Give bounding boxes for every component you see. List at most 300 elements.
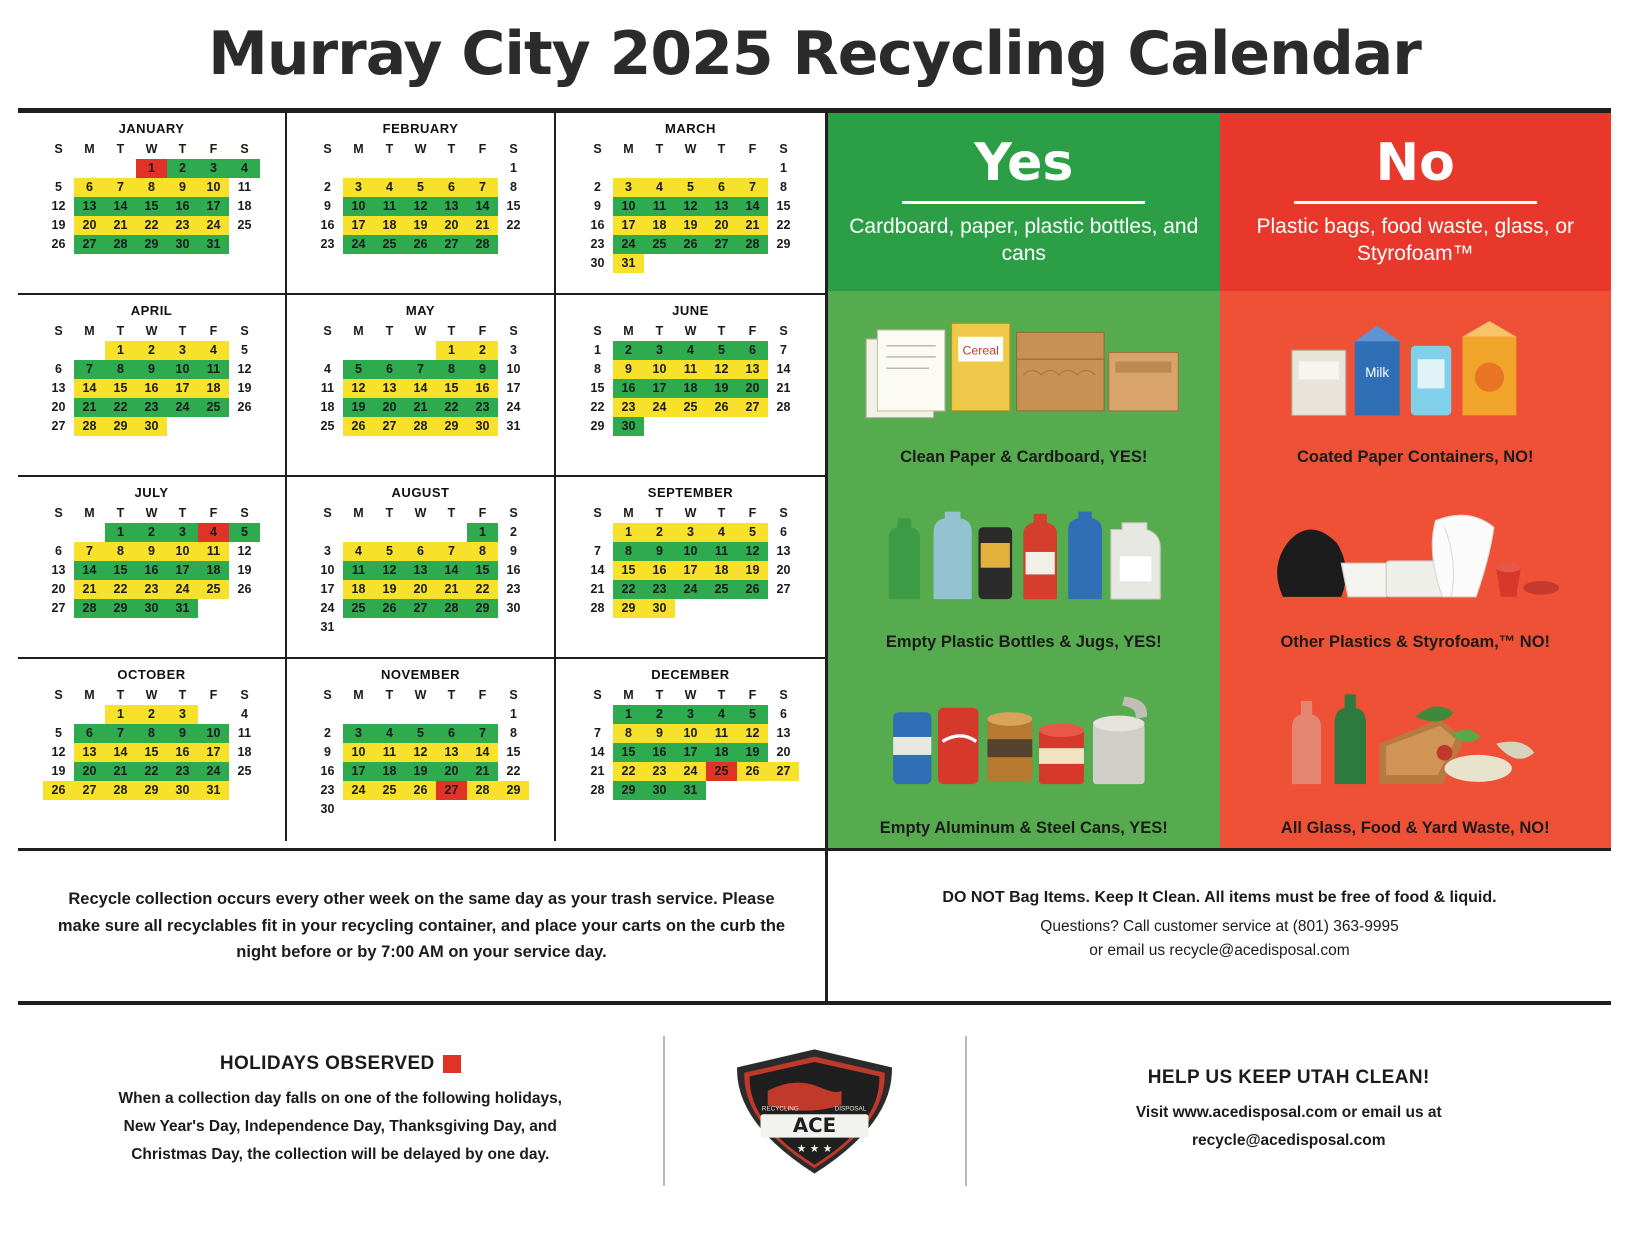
day-cell[interactable]: 15: [506, 745, 521, 759]
day-cell[interactable]: 27: [436, 781, 467, 800]
day-cell[interactable]: 22: [776, 218, 791, 232]
day-cell[interactable]: 21: [436, 580, 467, 599]
day-cell[interactable]: 2: [324, 180, 331, 194]
day-cell[interactable]: 2: [467, 341, 498, 360]
day-cell[interactable]: 14: [590, 563, 605, 577]
day-cell[interactable]: 10: [198, 724, 229, 743]
day-cell[interactable]: 22: [136, 762, 167, 781]
day-cell[interactable]: 21: [105, 762, 136, 781]
day-cell[interactable]: 13: [436, 197, 467, 216]
day-cell[interactable]: 22: [105, 580, 136, 599]
day-cell[interactable]: 27: [737, 398, 768, 417]
day-cell[interactable]: 29: [498, 781, 529, 800]
day-cell[interactable]: 23: [644, 580, 675, 599]
day-cell[interactable]: 7: [105, 178, 136, 197]
day-cell[interactable]: 14: [405, 379, 436, 398]
day-cell[interactable]: 25: [237, 764, 252, 778]
day-cell[interactable]: 19: [737, 743, 768, 762]
day-cell[interactable]: 9: [324, 199, 331, 213]
day-cell[interactable]: 18: [644, 216, 675, 235]
day-cell[interactable]: 7: [74, 360, 105, 379]
day-cell[interactable]: 28: [467, 235, 498, 254]
day-cell[interactable]: 18: [198, 379, 229, 398]
day-cell[interactable]: 23: [613, 398, 644, 417]
day-cell[interactable]: 8: [467, 542, 498, 561]
day-cell[interactable]: 15: [613, 743, 644, 762]
day-cell[interactable]: 8: [510, 180, 517, 194]
day-cell[interactable]: 31: [198, 235, 229, 254]
day-cell[interactable]: 18: [706, 743, 737, 762]
day-cell[interactable]: 14: [467, 197, 498, 216]
day-cell[interactable]: 16: [320, 764, 335, 778]
day-cell[interactable]: 3: [675, 523, 706, 542]
day-cell[interactable]: 17: [343, 762, 374, 781]
day-cell[interactable]: 13: [51, 381, 66, 395]
day-cell[interactable]: 30: [167, 781, 198, 800]
day-cell[interactable]: 24: [675, 580, 706, 599]
day-cell[interactable]: 17: [343, 216, 374, 235]
day-cell[interactable]: 10: [343, 743, 374, 762]
day-cell[interactable]: 22: [613, 762, 644, 781]
day-cell[interactable]: 28: [737, 235, 768, 254]
day-cell[interactable]: 29: [613, 781, 644, 800]
day-cell[interactable]: 12: [51, 199, 66, 213]
day-cell[interactable]: 30: [467, 417, 498, 436]
day-cell[interactable]: 5: [737, 523, 768, 542]
day-cell[interactable]: 28: [405, 417, 436, 436]
day-cell[interactable]: 6: [374, 360, 405, 379]
day-cell[interactable]: 5: [405, 724, 436, 743]
day-cell[interactable]: 16: [613, 379, 644, 398]
day-cell[interactable]: 1: [436, 341, 467, 360]
day-cell[interactable]: 15: [136, 743, 167, 762]
day-cell[interactable]: 8: [105, 360, 136, 379]
day-cell[interactable]: 8: [613, 724, 644, 743]
day-cell[interactable]: 30: [136, 599, 167, 618]
day-cell[interactable]: 12: [374, 561, 405, 580]
day-cell[interactable]: 20: [74, 216, 105, 235]
day-cell[interactable]: 13: [776, 544, 791, 558]
day-cell[interactable]: 18: [374, 762, 405, 781]
day-cell[interactable]: 6: [436, 178, 467, 197]
day-cell[interactable]: 29: [105, 599, 136, 618]
day-cell[interactable]: 8: [436, 360, 467, 379]
day-cell[interactable]: 24: [167, 580, 198, 599]
day-cell[interactable]: 28: [105, 235, 136, 254]
day-cell[interactable]: 1: [613, 705, 644, 724]
day-cell[interactable]: 22: [436, 398, 467, 417]
day-cell[interactable]: 26: [374, 599, 405, 618]
day-cell[interactable]: 13: [737, 360, 768, 379]
day-cell[interactable]: 24: [343, 781, 374, 800]
day-cell[interactable]: 19: [405, 216, 436, 235]
day-cell[interactable]: 26: [405, 235, 436, 254]
day-cell[interactable]: 27: [405, 599, 436, 618]
day-cell[interactable]: 8: [780, 180, 787, 194]
day-cell[interactable]: 22: [467, 580, 498, 599]
day-cell[interactable]: 2: [613, 341, 644, 360]
day-cell[interactable]: 20: [737, 379, 768, 398]
day-cell[interactable]: 17: [506, 381, 521, 395]
day-cell[interactable]: 1: [613, 523, 644, 542]
day-cell[interactable]: 20: [436, 762, 467, 781]
day-cell[interactable]: 11: [237, 180, 252, 194]
day-cell[interactable]: 6: [55, 544, 62, 558]
day-cell[interactable]: 26: [405, 781, 436, 800]
day-cell[interactable]: 7: [74, 542, 105, 561]
day-cell[interactable]: 14: [74, 561, 105, 580]
day-cell[interactable]: 24: [320, 601, 335, 615]
day-cell[interactable]: 8: [613, 542, 644, 561]
day-cell[interactable]: 11: [374, 743, 405, 762]
day-cell[interactable]: 15: [105, 561, 136, 580]
day-cell[interactable]: 30: [590, 256, 605, 270]
day-cell[interactable]: 1: [105, 523, 136, 542]
day-cell[interactable]: 25: [644, 235, 675, 254]
day-cell[interactable]: 2: [644, 523, 675, 542]
day-cell[interactable]: 8: [594, 362, 601, 376]
day-cell[interactable]: 16: [136, 561, 167, 580]
day-cell[interactable]: 15: [105, 379, 136, 398]
day-cell[interactable]: 19: [706, 379, 737, 398]
day-cell[interactable]: 7: [467, 724, 498, 743]
day-cell[interactable]: 3: [343, 724, 374, 743]
day-cell[interactable]: 11: [237, 726, 252, 740]
day-cell[interactable]: 16: [590, 218, 605, 232]
day-cell[interactable]: 24: [343, 235, 374, 254]
day-cell[interactable]: 24: [675, 762, 706, 781]
day-cell[interactable]: 7: [105, 724, 136, 743]
day-cell[interactable]: 19: [237, 563, 252, 577]
day-cell[interactable]: 22: [105, 398, 136, 417]
day-cell[interactable]: 29: [136, 235, 167, 254]
day-cell[interactable]: 27: [74, 235, 105, 254]
day-cell[interactable]: 28: [105, 781, 136, 800]
day-cell[interactable]: 21: [590, 764, 605, 778]
day-cell[interactable]: 29: [436, 417, 467, 436]
day-cell[interactable]: 22: [613, 580, 644, 599]
day-cell[interactable]: 17: [675, 561, 706, 580]
day-cell[interactable]: 1: [510, 707, 517, 721]
day-cell[interactable]: 13: [51, 563, 66, 577]
day-cell[interactable]: 17: [320, 582, 335, 596]
day-cell[interactable]: 16: [506, 563, 521, 577]
day-cell[interactable]: 4: [324, 362, 331, 376]
day-cell[interactable]: 21: [467, 762, 498, 781]
day-cell[interactable]: 11: [198, 360, 229, 379]
day-cell[interactable]: 9: [644, 542, 675, 561]
day-cell[interactable]: 3: [343, 178, 374, 197]
day-cell[interactable]: 25: [374, 235, 405, 254]
day-cell[interactable]: 23: [506, 582, 521, 596]
day-cell[interactable]: 17: [675, 743, 706, 762]
day-cell[interactable]: 10: [167, 360, 198, 379]
day-cell[interactable]: 5: [241, 343, 248, 357]
day-cell[interactable]: 2: [594, 180, 601, 194]
day-cell[interactable]: 2: [136, 705, 167, 724]
day-cell[interactable]: 3: [167, 523, 198, 542]
day-cell[interactable]: 5: [374, 542, 405, 561]
day-cell[interactable]: 13: [706, 197, 737, 216]
day-cell[interactable]: 12: [343, 379, 374, 398]
day-cell[interactable]: 19: [51, 218, 66, 232]
day-cell[interactable]: 27: [436, 235, 467, 254]
day-cell[interactable]: 25: [343, 599, 374, 618]
day-cell[interactable]: 5: [343, 360, 374, 379]
day-cell[interactable]: 25: [706, 580, 737, 599]
day-cell[interactable]: 7: [737, 178, 768, 197]
day-cell[interactable]: 19: [675, 216, 706, 235]
day-cell[interactable]: 3: [198, 159, 229, 178]
day-cell[interactable]: 15: [506, 199, 521, 213]
day-cell[interactable]: 21: [776, 381, 791, 395]
day-cell[interactable]: 1: [780, 161, 787, 175]
day-cell[interactable]: 2: [136, 341, 167, 360]
day-cell[interactable]: 20: [51, 582, 66, 596]
day-cell[interactable]: 28: [436, 599, 467, 618]
day-cell[interactable]: 1: [594, 343, 601, 357]
day-cell[interactable]: 11: [706, 724, 737, 743]
day-cell[interactable]: 21: [105, 216, 136, 235]
day-cell[interactable]: 4: [644, 178, 675, 197]
day-cell[interactable]: 10: [675, 724, 706, 743]
day-cell[interactable]: 6: [55, 362, 62, 376]
day-cell[interactable]: 31: [506, 419, 521, 433]
day-cell[interactable]: 9: [594, 199, 601, 213]
day-cell[interactable]: 16: [167, 743, 198, 762]
day-cell[interactable]: 7: [405, 360, 436, 379]
day-cell[interactable]: 12: [405, 743, 436, 762]
day-cell[interactable]: 31: [167, 599, 198, 618]
day-cell[interactable]: 16: [320, 218, 335, 232]
day-cell[interactable]: 31: [675, 781, 706, 800]
day-cell[interactable]: 18: [343, 580, 374, 599]
day-cell[interactable]: 11: [374, 197, 405, 216]
day-cell[interactable]: 28: [74, 599, 105, 618]
day-cell[interactable]: 29: [590, 419, 605, 433]
day-cell[interactable]: 20: [405, 580, 436, 599]
day-cell[interactable]: 15: [613, 561, 644, 580]
day-cell[interactable]: 26: [343, 417, 374, 436]
day-cell[interactable]: 15: [136, 197, 167, 216]
day-cell[interactable]: 9: [136, 542, 167, 561]
day-cell[interactable]: 14: [467, 743, 498, 762]
day-cell[interactable]: 4: [241, 707, 248, 721]
day-cell[interactable]: 23: [167, 762, 198, 781]
day-cell[interactable]: 2: [644, 705, 675, 724]
day-cell[interactable]: 23: [320, 237, 335, 251]
day-cell[interactable]: 13: [436, 743, 467, 762]
day-cell[interactable]: 3: [167, 341, 198, 360]
day-cell[interactable]: 23: [644, 762, 675, 781]
day-cell[interactable]: 26: [675, 235, 706, 254]
day-cell[interactable]: 6: [436, 724, 467, 743]
day-cell[interactable]: 3: [644, 341, 675, 360]
day-cell[interactable]: 5: [675, 178, 706, 197]
day-cell[interactable]: 20: [74, 762, 105, 781]
day-cell[interactable]: 25: [706, 762, 737, 781]
day-cell[interactable]: 12: [706, 360, 737, 379]
day-cell[interactable]: 14: [74, 379, 105, 398]
day-cell[interactable]: 20: [51, 400, 66, 414]
day-cell[interactable]: 27: [74, 781, 105, 800]
day-cell[interactable]: 8: [136, 178, 167, 197]
day-cell[interactable]: 30: [613, 417, 644, 436]
day-cell[interactable]: 26: [737, 762, 768, 781]
day-cell[interactable]: 22: [506, 218, 521, 232]
day-cell[interactable]: 4: [374, 178, 405, 197]
day-cell[interactable]: 2: [324, 726, 331, 740]
day-cell[interactable]: 20: [776, 563, 791, 577]
day-cell[interactable]: 19: [343, 398, 374, 417]
day-cell[interactable]: 16: [167, 197, 198, 216]
day-cell[interactable]: 4: [706, 705, 737, 724]
day-cell[interactable]: 26: [237, 582, 252, 596]
day-cell[interactable]: 30: [167, 235, 198, 254]
day-cell[interactable]: 7: [436, 542, 467, 561]
day-cell[interactable]: 5: [737, 705, 768, 724]
day-cell[interactable]: 18: [237, 745, 252, 759]
day-cell[interactable]: 27: [706, 235, 737, 254]
day-cell[interactable]: 3: [510, 343, 517, 357]
day-cell[interactable]: 22: [136, 216, 167, 235]
day-cell[interactable]: 14: [590, 745, 605, 759]
day-cell[interactable]: 17: [198, 197, 229, 216]
day-cell[interactable]: 21: [590, 582, 605, 596]
day-cell[interactable]: 10: [613, 197, 644, 216]
day-cell[interactable]: 12: [51, 745, 66, 759]
day-cell[interactable]: 19: [405, 762, 436, 781]
day-cell[interactable]: 4: [706, 523, 737, 542]
day-cell[interactable]: 2: [510, 525, 517, 539]
day-cell[interactable]: 13: [405, 561, 436, 580]
day-cell[interactable]: 17: [167, 379, 198, 398]
day-cell[interactable]: 16: [644, 743, 675, 762]
day-cell[interactable]: 9: [136, 360, 167, 379]
day-cell[interactable]: 22: [506, 764, 521, 778]
day-cell[interactable]: 29: [136, 781, 167, 800]
day-cell[interactable]: 29: [467, 599, 498, 618]
day-cell[interactable]: 28: [590, 783, 605, 797]
day-cell[interactable]: 25: [374, 781, 405, 800]
day-cell[interactable]: 9: [467, 360, 498, 379]
day-cell[interactable]: 11: [706, 542, 737, 561]
day-cell[interactable]: 13: [374, 379, 405, 398]
day-cell[interactable]: 27: [374, 417, 405, 436]
day-cell[interactable]: 4: [374, 724, 405, 743]
day-cell[interactable]: 24: [167, 398, 198, 417]
day-cell[interactable]: 10: [644, 360, 675, 379]
day-cell[interactable]: 12: [737, 542, 768, 561]
day-cell[interactable]: 4: [198, 523, 229, 542]
day-cell[interactable]: 30: [644, 599, 675, 618]
day-cell[interactable]: 20: [776, 745, 791, 759]
day-cell[interactable]: 1: [105, 341, 136, 360]
day-cell[interactable]: 21: [737, 216, 768, 235]
day-cell[interactable]: 5: [55, 726, 62, 740]
day-cell[interactable]: 6: [737, 341, 768, 360]
day-cell[interactable]: 30: [506, 601, 521, 615]
day-cell[interactable]: 10: [320, 563, 335, 577]
day-cell[interactable]: 20: [374, 398, 405, 417]
day-cell[interactable]: 9: [167, 178, 198, 197]
day-cell[interactable]: 23: [590, 237, 605, 251]
day-cell[interactable]: 7: [467, 178, 498, 197]
day-cell[interactable]: 31: [198, 781, 229, 800]
day-cell[interactable]: 3: [613, 178, 644, 197]
day-cell[interactable]: 13: [74, 743, 105, 762]
day-cell[interactable]: 12: [237, 544, 252, 558]
day-cell[interactable]: 1: [467, 523, 498, 542]
day-cell[interactable]: 29: [613, 599, 644, 618]
day-cell[interactable]: 19: [737, 561, 768, 580]
day-cell[interactable]: 5: [55, 180, 62, 194]
day-cell[interactable]: 16: [136, 379, 167, 398]
day-cell[interactable]: 4: [675, 341, 706, 360]
day-cell[interactable]: 25: [320, 419, 335, 433]
day-cell[interactable]: 17: [167, 561, 198, 580]
day-cell[interactable]: 23: [320, 783, 335, 797]
day-cell[interactable]: 9: [644, 724, 675, 743]
day-cell[interactable]: 28: [467, 781, 498, 800]
day-cell[interactable]: 26: [43, 781, 74, 800]
day-cell[interactable]: 27: [768, 762, 799, 781]
day-cell[interactable]: 10: [198, 178, 229, 197]
day-cell[interactable]: 4: [343, 542, 374, 561]
day-cell[interactable]: 5: [229, 523, 260, 542]
day-cell[interactable]: 24: [506, 400, 521, 414]
day-cell[interactable]: 15: [590, 381, 605, 395]
day-cell[interactable]: 25: [198, 580, 229, 599]
day-cell[interactable]: 11: [320, 381, 335, 395]
day-cell[interactable]: 9: [613, 360, 644, 379]
day-cell[interactable]: 8: [136, 724, 167, 743]
day-cell[interactable]: 9: [167, 724, 198, 743]
day-cell[interactable]: 16: [644, 561, 675, 580]
day-cell[interactable]: 18: [374, 216, 405, 235]
day-cell[interactable]: 6: [74, 724, 105, 743]
day-cell[interactable]: 10: [506, 362, 521, 376]
day-cell[interactable]: 15: [436, 379, 467, 398]
day-cell[interactable]: 7: [594, 726, 601, 740]
day-cell[interactable]: 12: [405, 197, 436, 216]
day-cell[interactable]: 27: [776, 582, 791, 596]
day-cell[interactable]: 14: [105, 197, 136, 216]
day-cell[interactable]: 5: [706, 341, 737, 360]
day-cell[interactable]: 24: [644, 398, 675, 417]
day-cell[interactable]: 19: [374, 580, 405, 599]
day-cell[interactable]: 14: [776, 362, 791, 376]
day-cell[interactable]: 21: [74, 580, 105, 599]
day-cell[interactable]: 11: [198, 542, 229, 561]
day-cell[interactable]: 24: [613, 235, 644, 254]
day-cell[interactable]: 11: [343, 561, 374, 580]
day-cell[interactable]: 14: [105, 743, 136, 762]
day-cell[interactable]: 25: [237, 218, 252, 232]
day-cell[interactable]: 4: [229, 159, 260, 178]
day-cell[interactable]: 26: [237, 400, 252, 414]
day-cell[interactable]: 20: [436, 216, 467, 235]
day-cell[interactable]: 28: [74, 417, 105, 436]
day-cell[interactable]: 14: [737, 197, 768, 216]
day-cell[interactable]: 7: [780, 343, 787, 357]
day-cell[interactable]: 1: [510, 161, 517, 175]
day-cell[interactable]: 15: [467, 561, 498, 580]
day-cell[interactable]: 6: [74, 178, 105, 197]
day-cell[interactable]: 2: [167, 159, 198, 178]
day-cell[interactable]: 1: [105, 705, 136, 724]
day-cell[interactable]: 23: [467, 398, 498, 417]
